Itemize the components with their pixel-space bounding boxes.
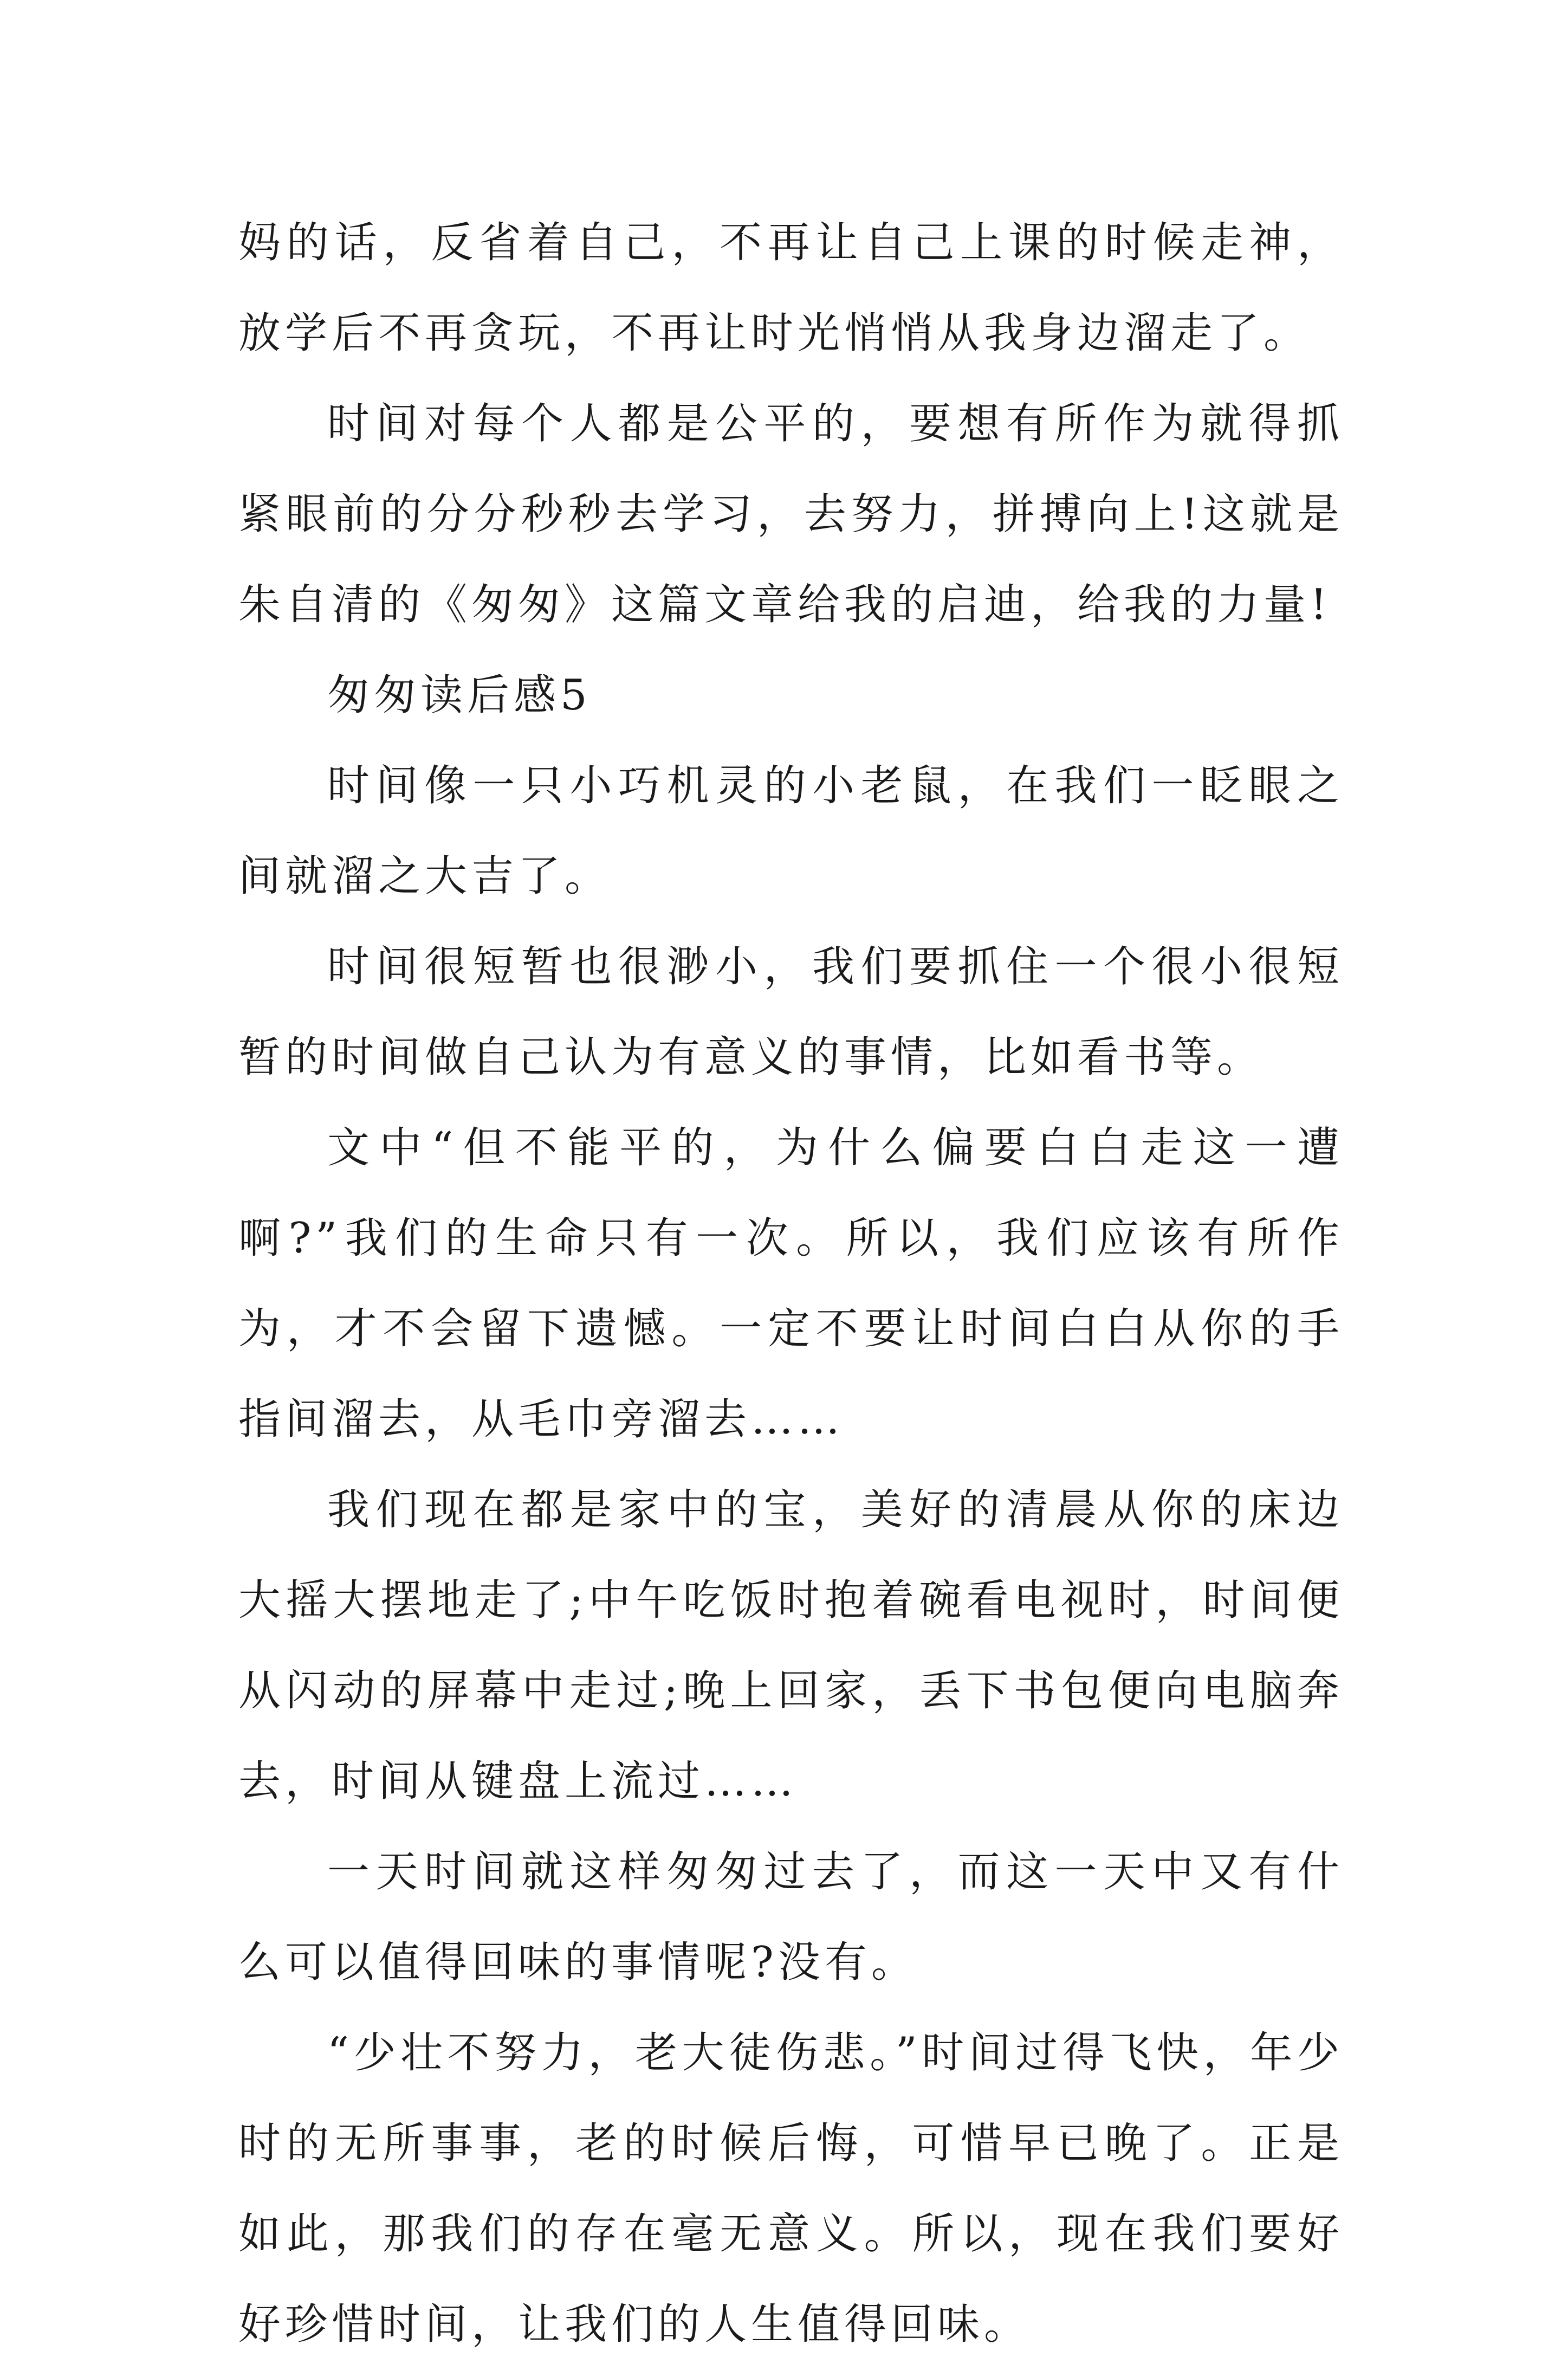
- paragraph: 一天时间就这样匆匆过去了，而这一天中又有什么可以值得回味的事情呢?没有。: [238, 1848, 1344, 1987]
- paragraph: 我们现在都是家中的宝，美好的清晨从你的床边大摇大摆地走了;中午吃饭时抱着碗看电视时，时间便从闪动的屏幕中走过;晚上回家，丢下书包便向电脑奔去，时间从键盘上流过……: [238, 1486, 1344, 1806]
- document-body: [238, 198, 1344, 2370]
- paragraph-continuation: 妈的话，反省着自己，不再让自己上课的时候走神，放学后不再贪玩，不再让时光悄悄从我身边溜走了。: [238, 218, 1344, 358]
- paragraph: 时间很短暂也很渺小，我们要抓住一个很小很短暂的时间做自己认为有意义的事情，比如看书等。: [238, 942, 1344, 1082]
- paragraph: “少壮不努力，老大徒伤悲。”时间过得飞快，年少时的无所事事，老的时候后悔，可惜早已晚了。正是如此，那我们的存在毫无意义。所以，现在我们要好好珍惜时间，让我们的人生值得回味。: [238, 2029, 1344, 2349]
- section-heading: 匆匆读后感5: [327, 671, 592, 720]
- paragraph: 时间对每个人都是公平的，要想有所作为就得抓紧眼前的分分秒秒去学习，去努力，拼搏向上!这就是朱自清的《匆匆》这篇文章给我的启迪，给我的力量!: [238, 399, 1344, 629]
- paragraph: 时间像一只小巧机灵的小老鼠，在我们一眨眼之间就溜之大吉了。: [238, 761, 1344, 901]
- paragraph: 文中“但不能平的，为什么偏要白白走这一遭啊?”我们的生命只有一次。所以，我们应该有所作为，才不会留下遗憾。一定不要让时间白白从你的手指间溜去，从毛巾旁溜去……: [238, 1123, 1344, 1444]
